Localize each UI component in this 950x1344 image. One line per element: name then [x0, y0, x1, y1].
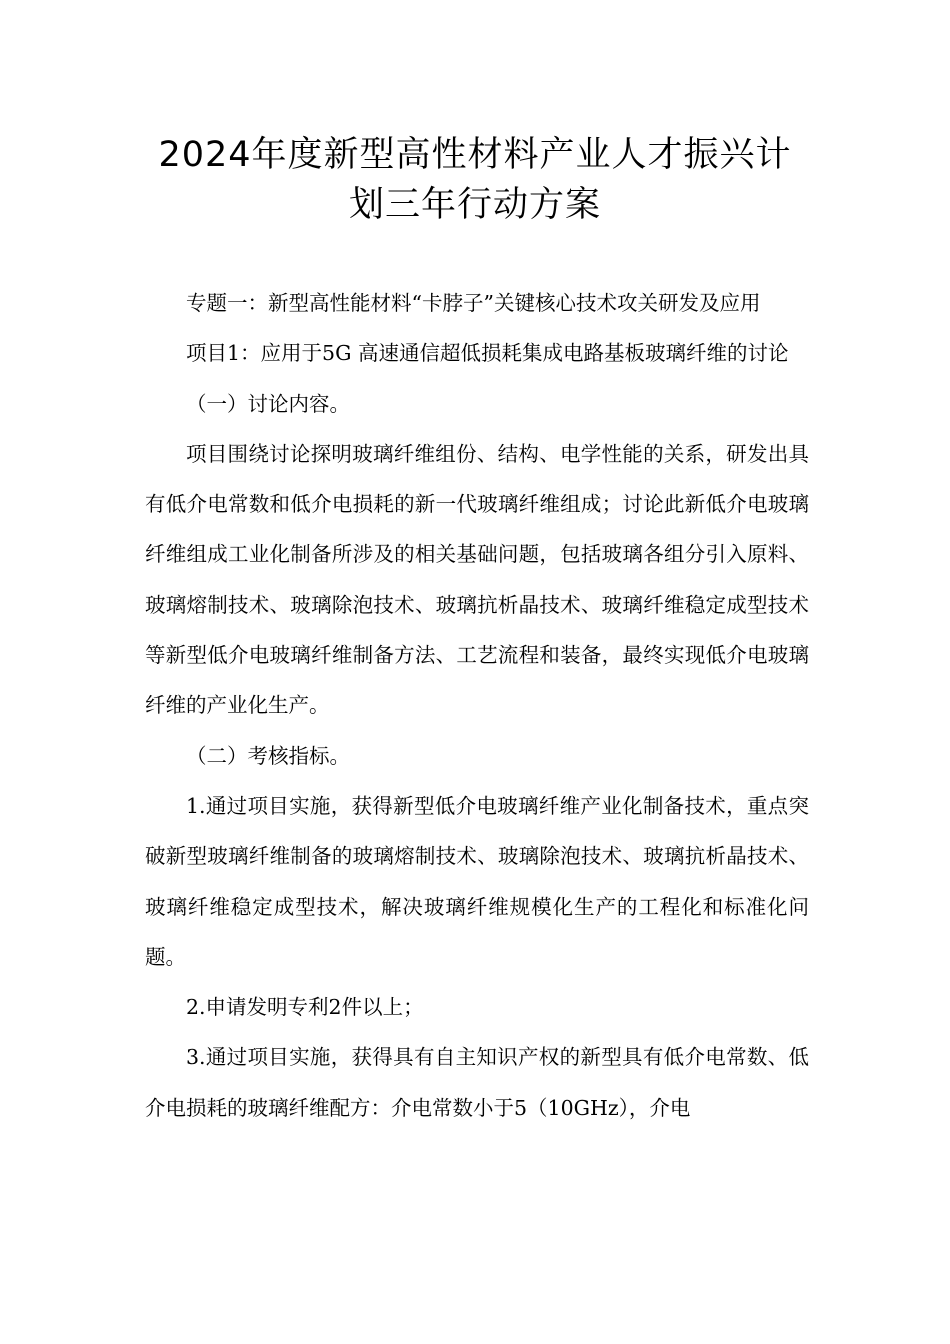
indicator-item-2: 2.申请发明专利2件以上；: [186, 995, 424, 1020]
research-content-paragraph: 项目围绕讨论探明玻璃纤维组份、结构、电学性能的关系，研发出具有低介电常数和低介电损耗的新一代玻璃纤维组成；讨论此新低介电玻璃纤维组成工业化制备所涉及的相关基础问题，包括玻璃各组分引入原料、玻璃熔制技术、玻璃除泡技术、玻璃抗析晶技术、玻璃纤维稳定成型技术等新型低介电玻璃纤维制备方法、工艺流程和装备，最终实现低介电玻璃纤维的产业化生产。: [145, 441, 809, 718]
section-heading-assessment-indicators: （二）考核指标。: [186, 743, 350, 768]
document-title-line-1: 2024年度新型高性材料产业人才振兴计: [158, 135, 792, 175]
topic-heading: 专题一：新型高性能材料“卡脖子”关键核心技术攻关研发及应用: [186, 291, 761, 315]
section-heading-research-content: （一）讨论内容。: [186, 391, 350, 416]
indicator-item-1: 1.通过项目实施，获得新型低介电玻璃纤维产业化制备技术，重点突破新型玻璃纤维制备的玻璃熔制技术、玻璃除泡技术、玻璃抗析晶技术、玻璃纤维稳定成型技术，解决玻璃纤维规模化生产的工程化和标准化问题。: [145, 793, 809, 969]
indicator-item-3: 3.通过项目实施，获得具有自主知识产权的新型具有低介电常数、低介电损耗的玻璃纤维配方：介电常数小于5（10GHz），介电: [145, 1045, 809, 1120]
document-title-line-2: 划三年行动方案: [348, 185, 601, 225]
document-body: [145, 278, 809, 1133]
project-heading: 项目1：应用于5G 高速通信超低损耗集成电路基板玻璃纤维的讨论: [186, 341, 789, 366]
